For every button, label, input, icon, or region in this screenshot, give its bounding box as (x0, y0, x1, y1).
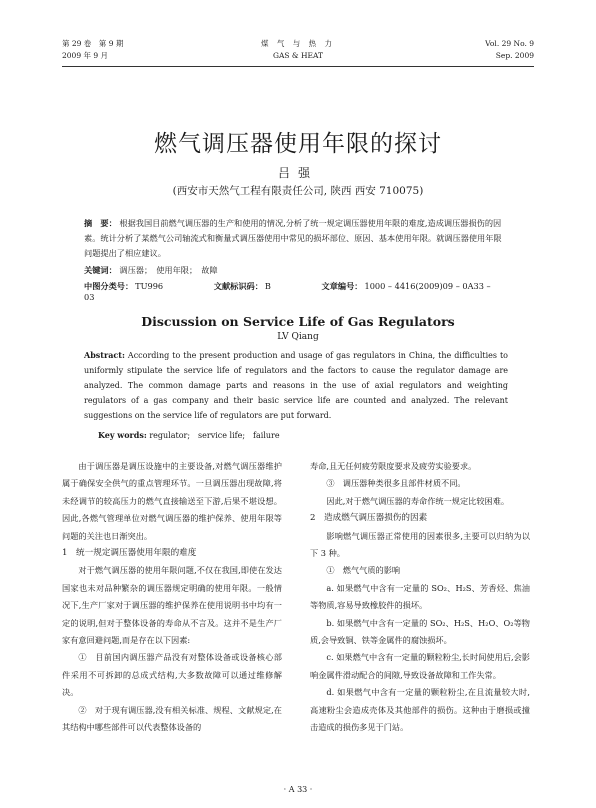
article-title-en: Discussion on Service Life of Gas Regulators (141, 314, 455, 329)
body-paragraph: 由于调压器是调压设施中的主要设备,对燃气调压器维护属于确保安全供气的重点管理环节。一旦调压器出现故障,将未经调节的较高压力的燃气直接输送至下游,后果不堪设想。因此,各燃气管理单位对燃气调压器的维护保养、使用年限等问题的关注也日渐突出。 (62, 461, 282, 541)
body-paragraph: b. 如果燃气中含有一定量的 SO₂、H₂S、H₂O、O₂等物质,会导致铜、铁等金属件的腐蚀损坏。 (310, 617, 530, 646)
clc-value: TU996 (135, 281, 164, 291)
body-column-left (62, 458, 282, 737)
body-paragraph: d. 如果燃气中含有一定量的颗粒粉尘,在且流量较大时,高速粉尘会造成壳体及其他部件的损伤。这种由于磨损或撞击造成的损伤多见于门站。 (310, 687, 530, 733)
keywords-en-label: Key words: (98, 430, 147, 440)
section-heading-1: 1 统一规定调压器使用年限的难度 (62, 548, 197, 559)
volume-issue-en: Vol. 29 No. 9 (485, 39, 534, 48)
body-paragraph: ③ 调压器种类很多且部件材质不同。 (326, 478, 466, 489)
body-paragraph: c. 如果燃气中含有一定量的颗粒粉尘,长时间使用后,会影响金属件滑动配合的间隙,导致设备故障和工作失常。 (310, 652, 530, 680)
running-header-right (485, 38, 534, 62)
author-en: LV Qiang (277, 332, 319, 342)
clc-label: 中图分类号： (84, 281, 134, 291)
body-paragraph: 因此,对于燃气调压器的寿命作统一规定比较困难。 (326, 495, 510, 506)
body-paragraph: 影响燃气调压器正常使用的因素很多,主要可以归纳为以下 3 种。 (310, 530, 530, 559)
keywords-cn-label: 关键词： (84, 265, 117, 275)
header-rule (62, 66, 534, 67)
keywords-cn (84, 265, 218, 276)
abstract-cn-label: 摘 要： (84, 218, 117, 228)
affiliation-cn: (西安市天然气工程有限责任公司, 陕西 西安 710075) (172, 185, 424, 197)
article-number-value: 1000 – 4416(2009)09 – 0A33 – 03 (84, 281, 491, 302)
keywords-cn-text: 调压器； 使用年限； 故障 (119, 265, 218, 275)
body-paragraph: a. 如果燃气中含有一定量的 SO₂、H₂S、芳香烃、焦油等物质,容易导致橡胶件的损坏。 (310, 582, 530, 611)
journal-name-cn: 煤 气 与 热 力 (260, 39, 336, 48)
doc-code-label: 文献标识码： (213, 281, 263, 291)
abstract-cn (84, 216, 508, 261)
article-title-cn: 燃气调压器使用年限的探讨 (154, 131, 442, 157)
keywords-en (98, 430, 280, 441)
article-number-label: 文章编号： (321, 281, 363, 291)
body-column-right (310, 458, 530, 737)
abstract-en-label: Abstract: (84, 350, 125, 360)
body-paragraph: 对于燃气调压器的使用年限问题,不仅在我国,即使在发达国家也未对品种繁杂的调压器规定明确的使用年限。一般情况下,生产厂家对于调压器的维护保养在使用说明书中均有一定的说明,但对于整体设备的寿命从不言及。这并不是生产厂家有意回避问题,而是存在以下因素: (62, 565, 282, 646)
section-heading-2: 2 造成燃气调压器损伤的因素 (310, 513, 428, 524)
classification-line (84, 281, 516, 302)
abstract-en-text: According to the present production and usage of gas regulators in China, the difficulties to uniformly stipulate the service life of regulators and the factors to cause the regulator damage are analyzed. The common damage parts and reasons in the use of axial regulators and weighting regulators of a gas company and their basic service life are counted and analyzed. The relevant suggestions on the service life of regulators are put forward. (84, 351, 509, 420)
doc-code-value: B (264, 281, 271, 291)
body-paragraph: ① 燃气气质的影响 (326, 565, 401, 576)
abstract-en (84, 348, 508, 423)
keywords-en-text: regulator; service life; failure (149, 431, 280, 440)
date-cn: 2009 年 9 月 (62, 51, 109, 60)
author-cn: 吕强 (277, 166, 318, 180)
body-paragraph: 寿命,且无任何疲劳限度要求及疲劳实验要求。 (310, 461, 477, 471)
volume-issue-cn: 第 29 卷 第 9 期 (62, 39, 124, 48)
body-paragraph: ② 对于现有调压器,没有相关标准、规程、文献规定,在其结构中哪些部件可以代表整体设备的 (62, 704, 282, 733)
abstract-cn-text: 根据我国目前燃气调压器的生产和使用的情况,分析了统一规定调压器使用年限的难度,造成调压器损伤的因素。统计分析了某燃气公司轴流式和衡量式调压器使用中常见的损坏部位、原因、基本使用年限。就调压器使用年限问题提出了相应建议。 (84, 218, 502, 258)
page-number: · A 33 · (283, 785, 313, 794)
date-en: Sep. 2009 (495, 51, 534, 60)
body-paragraph: ① 目前国内调压器产品没有对整体设备或设备核心部件采用不可拆卸的总成式结构,大多数故障可以通过维修解决。 (62, 652, 282, 698)
journal-name-en: GAS & HEAT (272, 51, 323, 60)
